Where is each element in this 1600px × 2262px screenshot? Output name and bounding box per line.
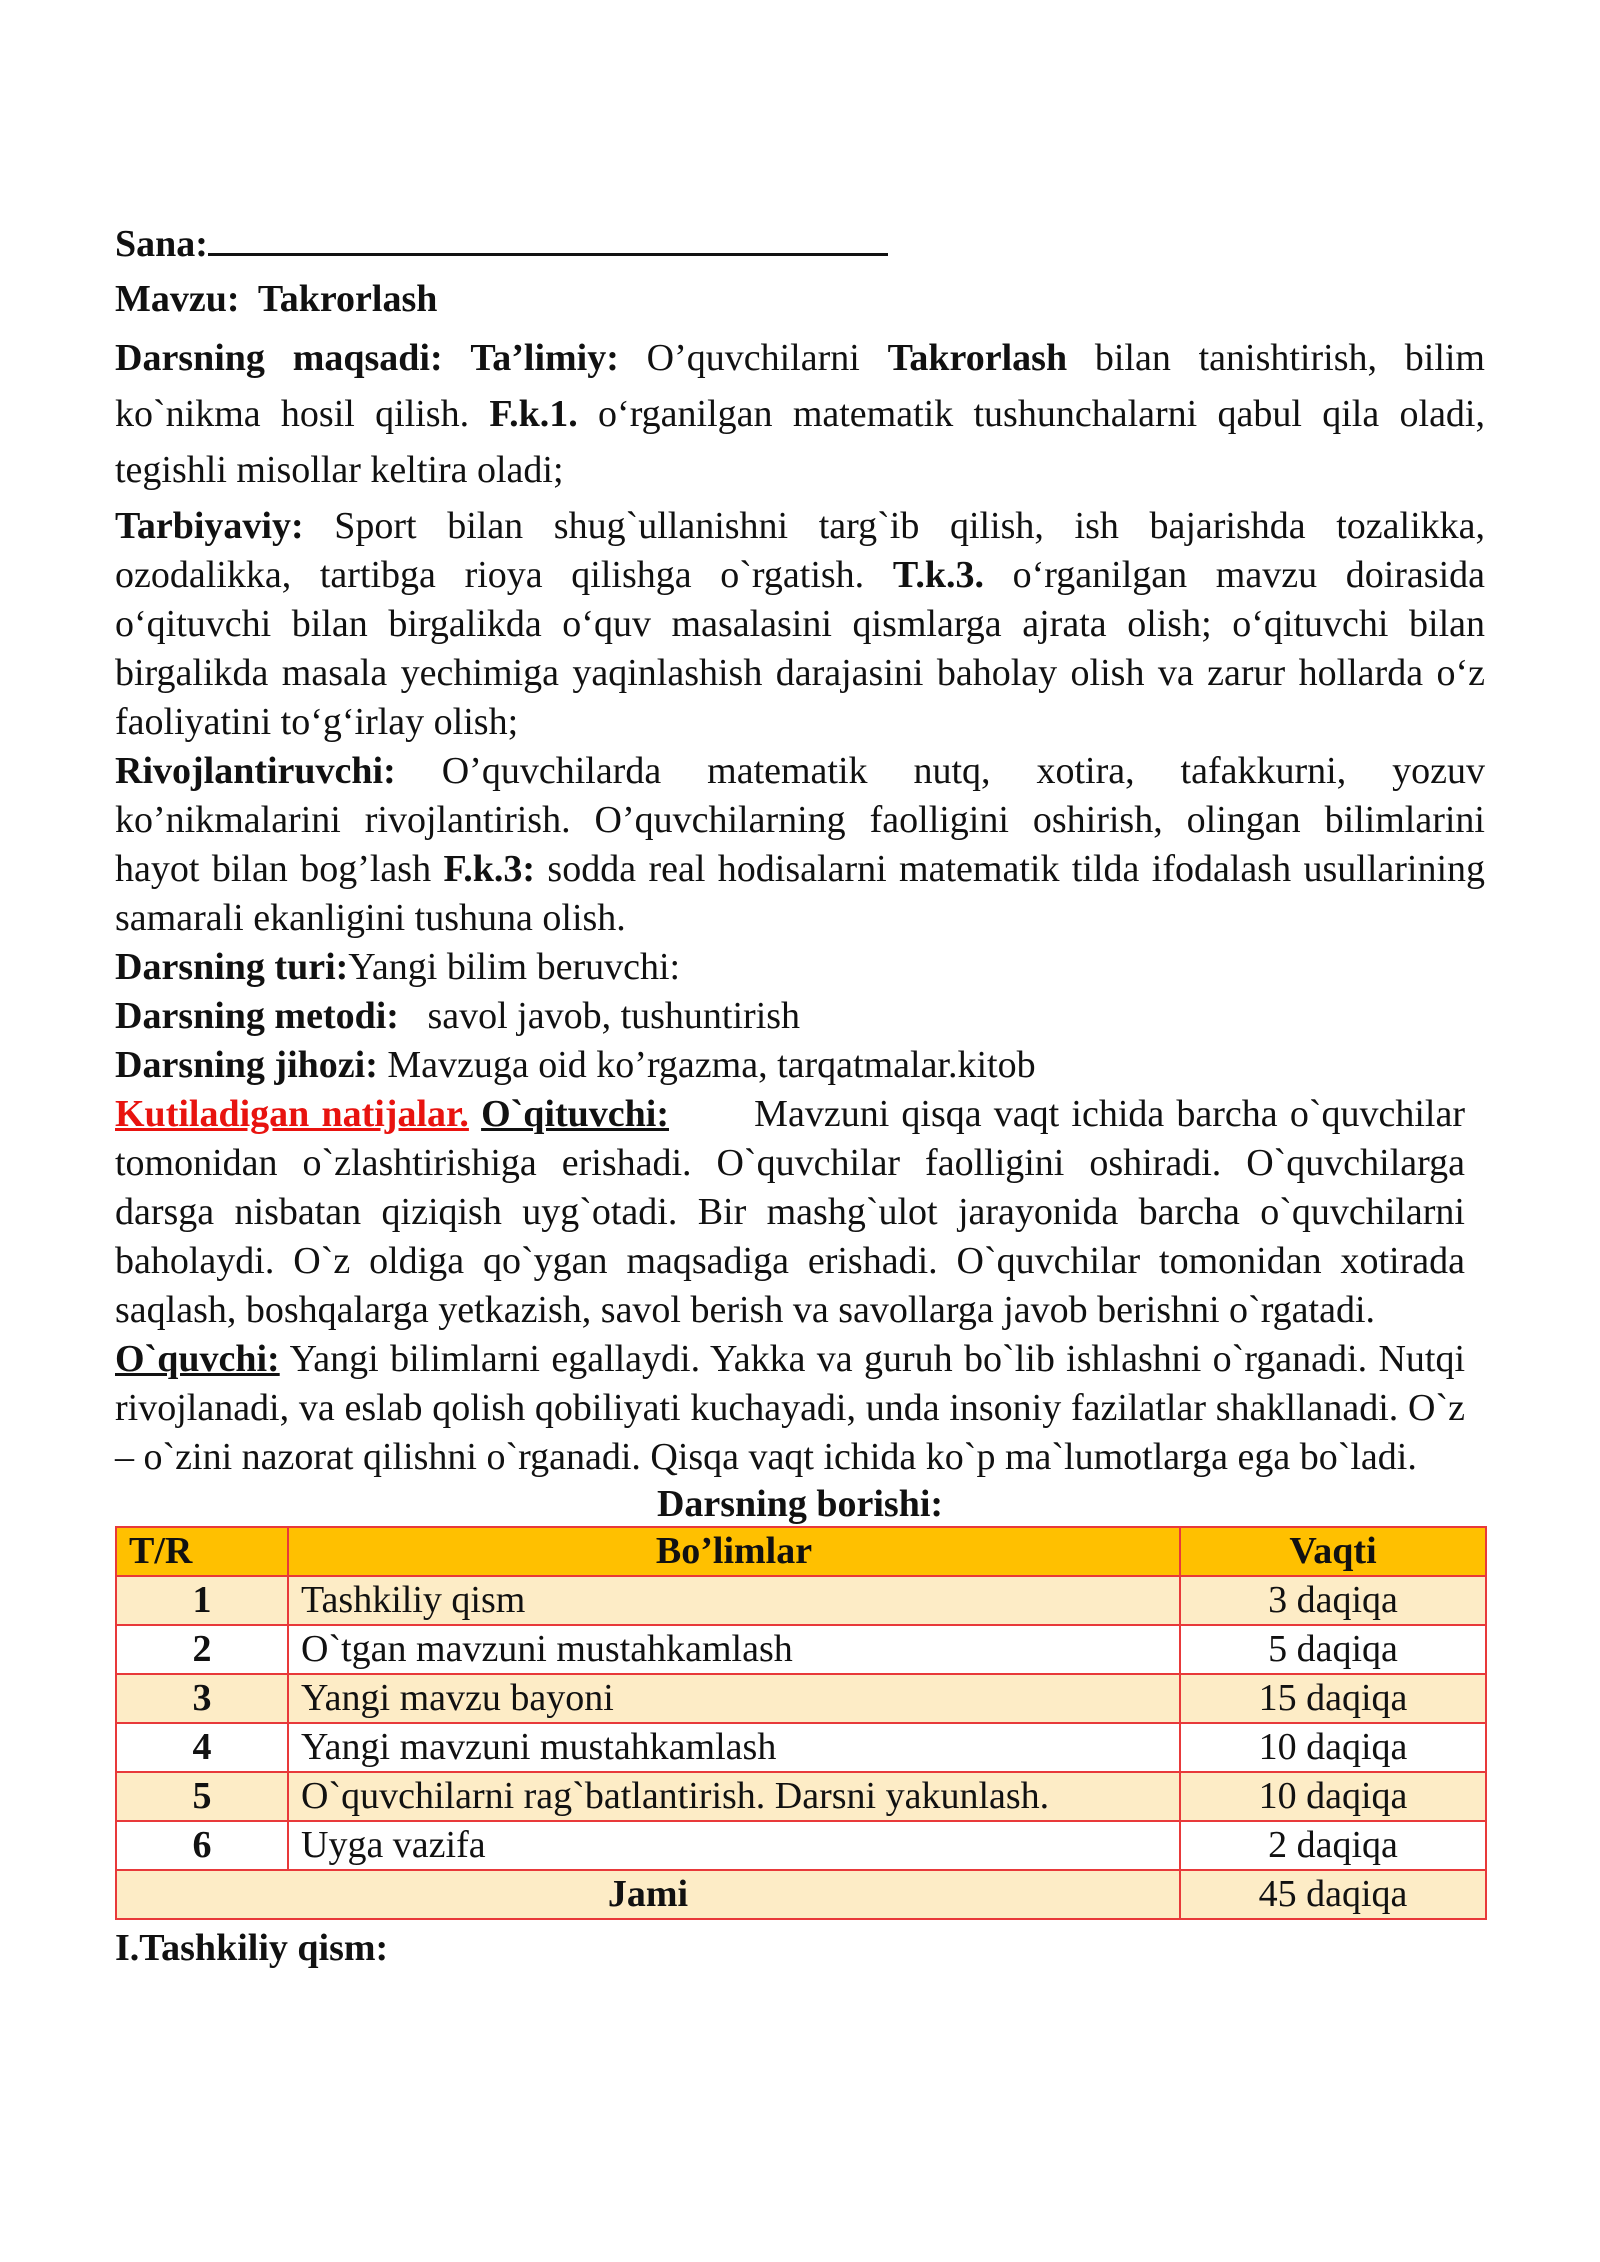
row-time: 2 daqiqa	[1180, 1821, 1486, 1870]
date-blank[interactable]	[208, 223, 888, 256]
row-time: 10 daqiqa	[1180, 1723, 1486, 1772]
table-row	[116, 1821, 1486, 1870]
teacher-label: O`qituvchi:	[481, 1093, 669, 1135]
student-label: O`quvchi:	[115, 1338, 280, 1380]
lesson-equipment-value: Mavzuga oid ko’rgazma, tarqatmalar.kitob	[387, 1044, 1036, 1086]
lesson-type-label: Darsning turi:	[115, 946, 349, 988]
table-row	[116, 1625, 1486, 1674]
fk3-label: F.k.3:	[443, 848, 535, 890]
row-section: Uyga vazifa	[288, 1821, 1180, 1870]
date-line	[115, 220, 1485, 269]
outcomes-teacher-paragraph	[115, 1090, 1465, 1335]
document-page	[115, 220, 1485, 1973]
upbringing-text-1: Sport bilan shug`ullanishni targ`ib qilish, ish bajarishda tozalikka, ozodalikka, tartibga rioya qilishga o`rgatish.	[115, 505, 1485, 596]
plan-title: Darsning borishi:	[656, 1483, 944, 1525]
lesson-method-label: Darsning metodi:	[115, 995, 399, 1037]
lesson-equipment-line	[115, 1041, 1485, 1090]
lesson-method-value: savol javob, tushuntirish	[427, 995, 801, 1037]
table-row	[116, 1723, 1486, 1772]
row-time: 10 daqiqa	[1180, 1772, 1486, 1821]
student-text: Yangi bilimlarni egallaydi. Yakka va guruh bo`lib ishlashni o`rganadi. Nutqi rivojlanadi, va eslab qolish qobiliyati kuchayadi, unda insoniy fazilatlar shakllanadi. O`z – o`zini nazorat qilishni o`rganadi. Qisqa vaqt ichida ko`p ma`lumotlarga ega bo`ladi.	[115, 1338, 1465, 1478]
outcomes-label: Kutiladigan natijalar.	[115, 1093, 469, 1135]
upbringing-text-2: o‘rganilgan mavzu doirasida o‘qituvchi bilan birgalikda o‘quv masalasini qismlarga ajrata olish; o‘qituvchi bilan birgalikda masala yechimiga yaqinlashish darajasini baholay olish va zarur hollarda o‘z faoliyatini to‘g‘irlay olish;	[115, 554, 1486, 743]
teacher-text: Mavzuni qisqa vaqt ichida barcha o`quvchilar tomonidan o`zlashtirishiga erishadi. O`quvchilar faolligini oshiradi. O`quvchilarga darsga nisbatan qiziqish uyg`otadi. Bir mashg`ulot jarayonida barcha o`quvchilarni baholaydi. O`z oldiga qo`ygan maqsadiga erishadi. O`quvchilar tomonidan xotirada saqlash, boshqalarga yetkazish, savol berish va savollarga javob berishni o`rgatadi.	[115, 1093, 1465, 1331]
developing-paragraph	[115, 747, 1485, 943]
topic-label: Mavzu:	[115, 278, 240, 320]
fk1-label: F.k.1.	[489, 393, 578, 435]
header-time: Vaqti	[1180, 1527, 1486, 1576]
developing-text-1: O’quvchilarda matematik nutq, xotira, tafakkurni, yozuv ko’nikmalarini rivojlantirish. O’quvchilarning faolligini oshirish, olingan bilimlarini hayot bilan bog’lash	[115, 750, 1486, 890]
lesson-type-value: Yangi bilim beruvchi:	[348, 946, 681, 988]
developing-label: Rivojlantiruvchi:	[115, 750, 396, 792]
row-number: 3	[116, 1674, 288, 1723]
lesson-equipment-label: Darsning jihozi:	[115, 1044, 378, 1086]
upbringing-label: Tarbiyaviy:	[115, 505, 304, 547]
table-row	[116, 1674, 1486, 1723]
educational-text-1: O’quvchilarni	[646, 337, 860, 379]
row-time: 5 daqiqa	[1180, 1625, 1486, 1674]
fk1-text: o‘rganilgan matematik tushunchalarni qabul qila oladi, tegishli misollar keltira oladi;	[115, 393, 1485, 491]
row-time: 3 daqiqa	[1180, 1576, 1486, 1625]
header-number: T/R	[116, 1527, 288, 1576]
plan-table-header	[116, 1527, 1486, 1576]
goal-label: Darsning maqsadi:	[115, 337, 443, 379]
educational-text-2: bilan tanishtirish, bilim ko`nikma hosil qilish.	[115, 337, 1485, 435]
row-section: Yangi mavzu bayoni	[288, 1674, 1180, 1723]
row-number: 4	[116, 1723, 288, 1772]
educational-label: Ta’limiy:	[470, 337, 619, 379]
row-number: 2	[116, 1625, 288, 1674]
upbringing-paragraph	[115, 502, 1485, 747]
section-heading: I.Tashkiliy qism:	[115, 1927, 389, 1969]
row-number: 1	[116, 1576, 288, 1625]
outcomes-student-paragraph	[115, 1335, 1465, 1482]
row-section: Yangi mavzuni mustahkamlash	[288, 1723, 1180, 1772]
row-number: 5	[116, 1772, 288, 1821]
row-section: Tashkiliy qism	[288, 1576, 1180, 1625]
date-label: Sana:	[115, 223, 208, 265]
total-time: 45 daqiqa	[1180, 1870, 1486, 1919]
total-row	[116, 1870, 1486, 1919]
table-row	[116, 1576, 1486, 1625]
lesson-method-line	[115, 992, 1485, 1041]
header-sections: Bo’limlar	[288, 1527, 1180, 1576]
lesson-type-line	[115, 943, 1485, 992]
tk3-label: T.k.3.	[892, 554, 984, 596]
row-section: O`quvchilarni rag`batlantirish. Darsni yakunlash.	[288, 1772, 1180, 1821]
developing-text-2: sodda real hodisalarni matematik tilda ifodalash usullarining samarali ekanligini tushuna olish.	[115, 848, 1486, 939]
row-number: 6	[116, 1821, 288, 1870]
educational-bold: Takrorlash	[887, 337, 1068, 379]
goal-paragraph	[115, 330, 1485, 498]
table-row	[116, 1772, 1486, 1821]
plan-table	[115, 1526, 1487, 1920]
row-section: O`tgan mavzuni mustahkamlash	[288, 1625, 1180, 1674]
topic-value: Takrorlash	[257, 278, 438, 320]
topic-line	[115, 275, 1485, 324]
row-time: 15 daqiqa	[1180, 1674, 1486, 1723]
total-label: Jami	[116, 1870, 1180, 1919]
